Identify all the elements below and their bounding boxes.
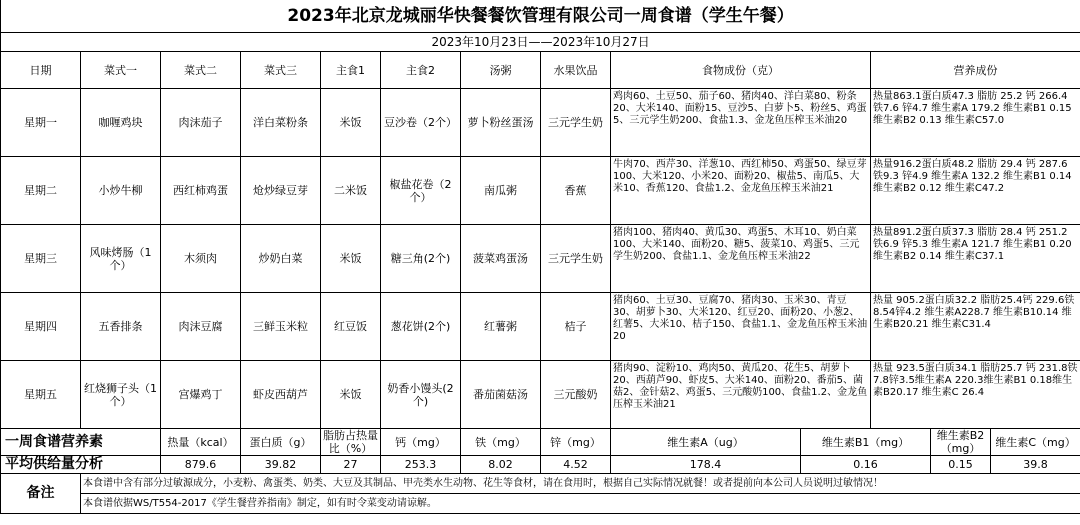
nutrition-cell: 热量 905.2蛋白质32.2 脂肪25.4钙 229.6铁8.54锌4.2 维生素A228.7 维生素B10.14 维生素B20.21 维生素C31.4 — [871, 293, 1080, 361]
header-dish2: 菜式二 — [161, 52, 241, 89]
soup-cell: 番茄菌菇汤 — [461, 361, 541, 429]
notes-row — [1, 474, 1080, 494]
notes-line: 本食谱依据WS/T554-2017《学生餐营养指南》制定，如有时令菜变动请谅解。 — [81, 494, 1080, 514]
summary-value: 879.6 — [161, 456, 241, 474]
dish2-cell: 木须肉 — [161, 225, 241, 293]
staple1-cell: 红豆饭 — [321, 293, 381, 361]
summary-header: 蛋白质（g） — [241, 429, 321, 456]
summary-value: 253.3 — [381, 456, 461, 474]
header-date: 日期 — [1, 52, 81, 89]
day-label: 星期三 — [1, 225, 81, 293]
summary-header-row — [1, 429, 1080, 456]
dish3-cell: 炝炒绿豆芽 — [241, 157, 321, 225]
summary-header: 维生素B2（mg） — [931, 429, 991, 456]
summary-header: 热量（kcal） — [161, 429, 241, 456]
header-dish3: 菜式三 — [241, 52, 321, 89]
summary-header: 铁（mg） — [461, 429, 541, 456]
table-row — [1, 225, 1080, 293]
summary-header: 锌（mg） — [541, 429, 611, 456]
header-soup: 汤粥 — [461, 52, 541, 89]
fruit-cell: 三元学生奶 — [541, 225, 611, 293]
dish2-cell: 西红柿鸡蛋 — [161, 157, 241, 225]
summary-header: 维生素A（ug） — [611, 429, 801, 456]
dish2-cell: 宫爆鸡丁 — [161, 361, 241, 429]
header-ingredients: 食物成份（克） — [611, 52, 871, 89]
dish2-cell: 肉沫豆腐 — [161, 293, 241, 361]
table-row — [1, 293, 1080, 361]
dish3-cell: 虾皮西葫芦 — [241, 361, 321, 429]
soup-cell: 南瓜粥 — [461, 157, 541, 225]
ingredients-cell: 牛肉70、西芹30、洋葱10、西红柿50、鸡蛋50、绿豆芽100、大米120、小米20、面粉20、椒盐5、南瓜5、大米10、香蕉120、食盐1.2、金龙鱼压榨玉米油21 — [611, 157, 871, 225]
staple1-cell: 米饭 — [321, 361, 381, 429]
notes-label: 备注 — [1, 474, 81, 514]
summary-label: 一周食谱营养素 — [1, 429, 161, 456]
dish3-cell: 三鲜玉米粒 — [241, 293, 321, 361]
dish1-cell: 红烧狮子头（1个） — [81, 361, 161, 429]
header-row — [1, 52, 1080, 89]
summary-value: 4.52 — [541, 456, 611, 474]
staple2-cell: 椒盐花卷（2个） — [381, 157, 461, 225]
soup-cell: 红薯粥 — [461, 293, 541, 361]
ingredients-cell: 猪肉60、土豆30、豆腐70、猪肉30、玉米30、青豆30、胡萝卜30、大米120、红豆20、面粉20、小葱2、红薯5、大米10、桔子150、食盐1.1、金龙鱼压榨玉米油20 — [611, 293, 871, 361]
summary-header: 维生素B1（mg） — [801, 429, 931, 456]
dish3-cell: 炒奶白菜 — [241, 225, 321, 293]
summary-value: 0.15 — [931, 456, 991, 474]
notes-row — [1, 494, 1080, 514]
staple1-cell: 米饭 — [321, 225, 381, 293]
summary-header: 脂肪占热量比（%） — [321, 429, 381, 456]
notes-line: 本食谱中含有部分过敏源成分，小麦粉、禽蛋类、奶类、大豆及其制品、甲壳类水生动物、花生等食材，请在食用时，根据自己实际情况就餐！或者提前向本公司人员说明过敏情况！ — [81, 474, 1080, 494]
staple1-cell: 米饭 — [321, 89, 381, 157]
soup-cell: 萝卜粉丝蛋汤 — [461, 89, 541, 157]
nutrition-cell: 热量916.2蛋白质48.2 脂肪 29.4 钙 287.6 铁9.3 锌4.9 维生素A 132.2 维生素B1 0.14 维生素B2 0.12 维生素C47.2 — [871, 157, 1080, 225]
staple2-cell: 奶香小馒头(2个) — [381, 361, 461, 429]
summary-value: 0.16 — [801, 456, 931, 474]
header-dish1: 菜式一 — [81, 52, 161, 89]
page-title: 2023年北京龙城丽华快餐餐饮管理有限公司一周食谱（学生午餐） — [1, 0, 1080, 33]
day-label: 星期五 — [1, 361, 81, 429]
dish1-cell: 小炒牛柳 — [81, 157, 161, 225]
summary-values-row — [1, 456, 1080, 474]
day-label: 星期一 — [1, 89, 81, 157]
ingredients-cell: 鸡肉60、土豆50、茄子60、猪肉40、洋白菜80、粉条20、大米140、面粉15、豆沙5、白萝卜5、粉丝5、鸡蛋5、三元学生奶200、食盐1.3、金龙鱼压榨玉米油20 — [611, 89, 871, 157]
summary-header: 维生素C（mg） — [991, 429, 1080, 456]
summary-value: 178.4 — [611, 456, 801, 474]
header-staple1: 主食1 — [321, 52, 381, 89]
summary-value: 27 — [321, 456, 381, 474]
nutrition-cell: 热量 923.5蛋白质34.1 脂肪25.7 钙 231.8铁7.8锌3.5维生素A 220.3维生素B1 0.18维生素B20.17 维生素C 26.4 — [871, 361, 1080, 429]
fruit-cell: 香蕉 — [541, 157, 611, 225]
table-row — [1, 157, 1080, 225]
summary-header: 钙（mg） — [381, 429, 461, 456]
day-label: 星期四 — [1, 293, 81, 361]
fruit-cell: 桔子 — [541, 293, 611, 361]
soup-cell: 菠菜鸡蛋汤 — [461, 225, 541, 293]
table-row — [1, 89, 1080, 157]
dish1-cell: 风味烤肠（1个） — [81, 225, 161, 293]
staple1-cell: 二米饭 — [321, 157, 381, 225]
fruit-cell: 三元学生奶 — [541, 89, 611, 157]
nutrition-cell: 热量891.2蛋白质37.3 脂肪 28.4 钙 251.2 铁6.9 锌5.3 维生素A 121.7 维生素B1 0.20 维生素B2 0.14 维生素C37.1 — [871, 225, 1080, 293]
fruit-cell: 三元酸奶 — [541, 361, 611, 429]
staple2-cell: 豆沙卷（2个） — [381, 89, 461, 157]
dish1-cell: 咖喱鸡块 — [81, 89, 161, 157]
dish3-cell: 洋白菜粉条 — [241, 89, 321, 157]
summary-value: 8.02 — [461, 456, 541, 474]
summary-value: 39.82 — [241, 456, 321, 474]
summary-value: 39.8 — [991, 456, 1080, 474]
header-fruit: 水果饮品 — [541, 52, 611, 89]
header-nutrition: 营养成份 — [871, 52, 1080, 89]
ingredients-cell: 猪肉100、猪肉40、黄瓜30、鸡蛋5、木耳10、奶白菜100、大米140、面粉20、糖5、菠菜10、鸡蛋5、三元学生奶200、食盐1.1、金龙鱼压榨玉米油22 — [611, 225, 871, 293]
ingredients-cell: 猪肉90、淀粉10、鸡肉50、黄瓜20、花生5、胡萝卜20、西葫芦90、虾皮5、大米140、面粉20、番茄5、菌菇2、金针菇2、鸡蛋5、三元酸奶100、食盐1.2、金龙鱼压榨玉米油21 — [611, 361, 871, 429]
header-staple2: 主食2 — [381, 52, 461, 89]
nutrition-cell: 热量863.1蛋白质47.3 脂肪 25.2 钙 266.4 铁7.6 锌4.7 维生素A 179.2 维生素B1 0.15 维生素B2 0.13 维生素C57.0 — [871, 89, 1080, 157]
table-row — [1, 361, 1080, 429]
staple2-cell: 糖三角(2个) — [381, 225, 461, 293]
dish1-cell: 五香排条 — [81, 293, 161, 361]
dish2-cell: 肉沫茄子 — [161, 89, 241, 157]
date-range: 2023年10月23日——2023年10月27日 — [1, 33, 1080, 52]
staple2-cell: 葱花饼(2个) — [381, 293, 461, 361]
day-label: 星期二 — [1, 157, 81, 225]
summary-label: 平均供给量分析 — [1, 456, 161, 474]
